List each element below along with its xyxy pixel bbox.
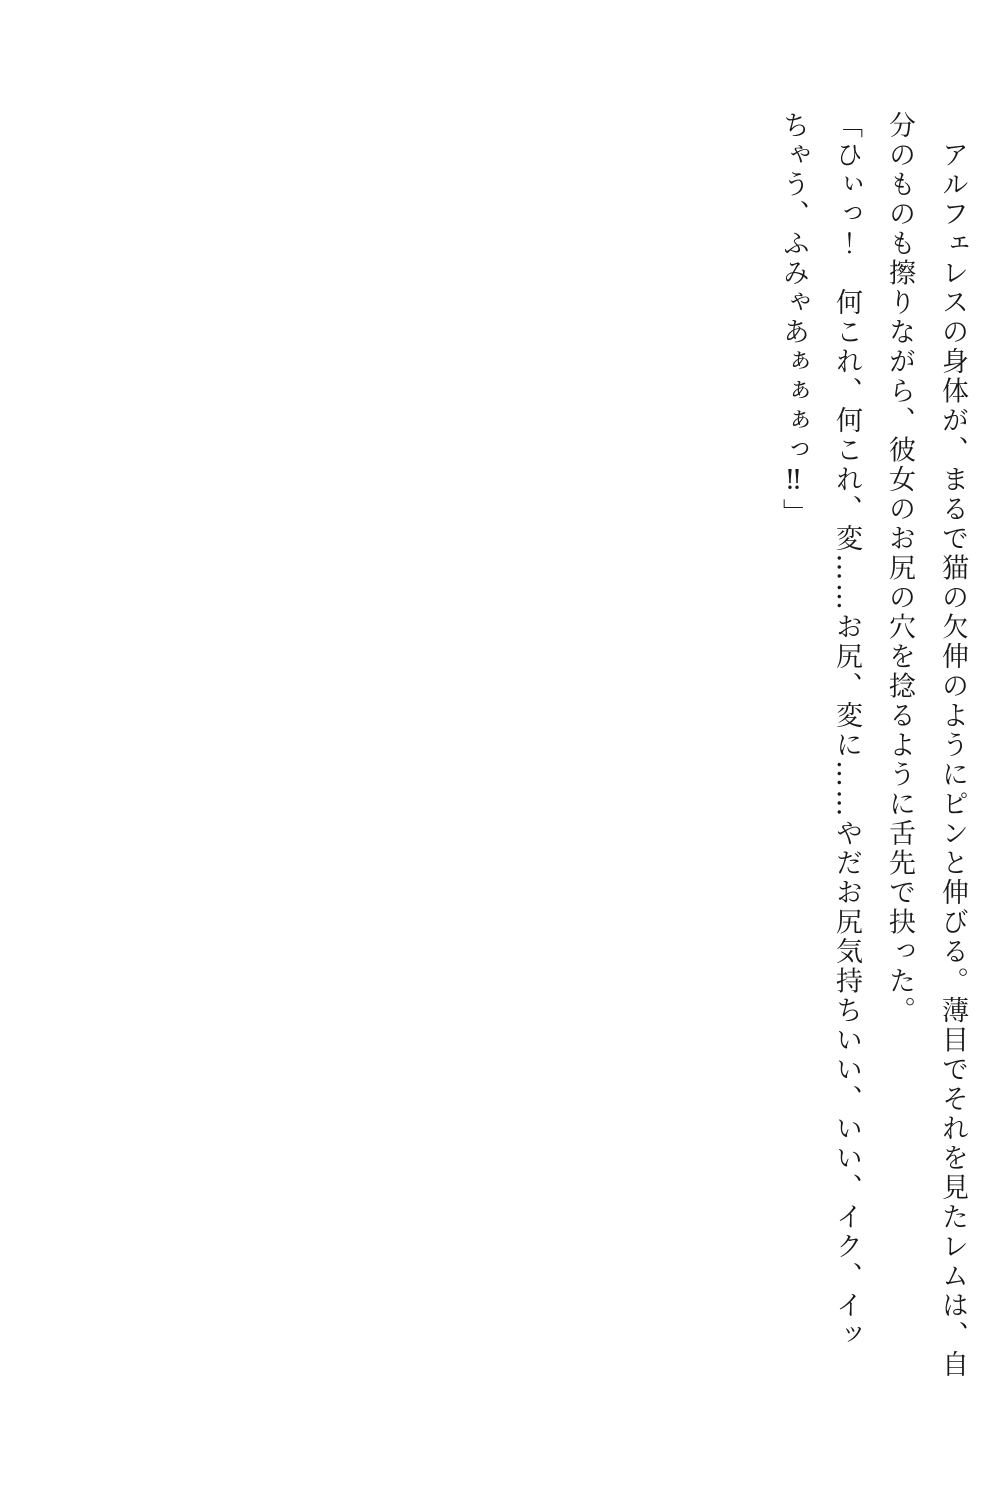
text-line: アルフェレスの身体が、まるで猫の欠伸のようにピンと伸びる。薄目でそれを見たレムは、自	[937, 111, 968, 1380]
text-line: ちゃう、ふみゃあぁぁぁっ‼」	[778, 111, 809, 528]
text-line: 分のものも擦りながら、彼女のお尻の穴を捻るように舌先で抉った。	[884, 111, 915, 1026]
text-line: 「ひぃっ！ 何これ、何これ、変……お尻、変に……やだお尻気持ちいい、いい、イク、イッ	[831, 111, 862, 1350]
vertical-text-block	[767, 111, 979, 1396]
